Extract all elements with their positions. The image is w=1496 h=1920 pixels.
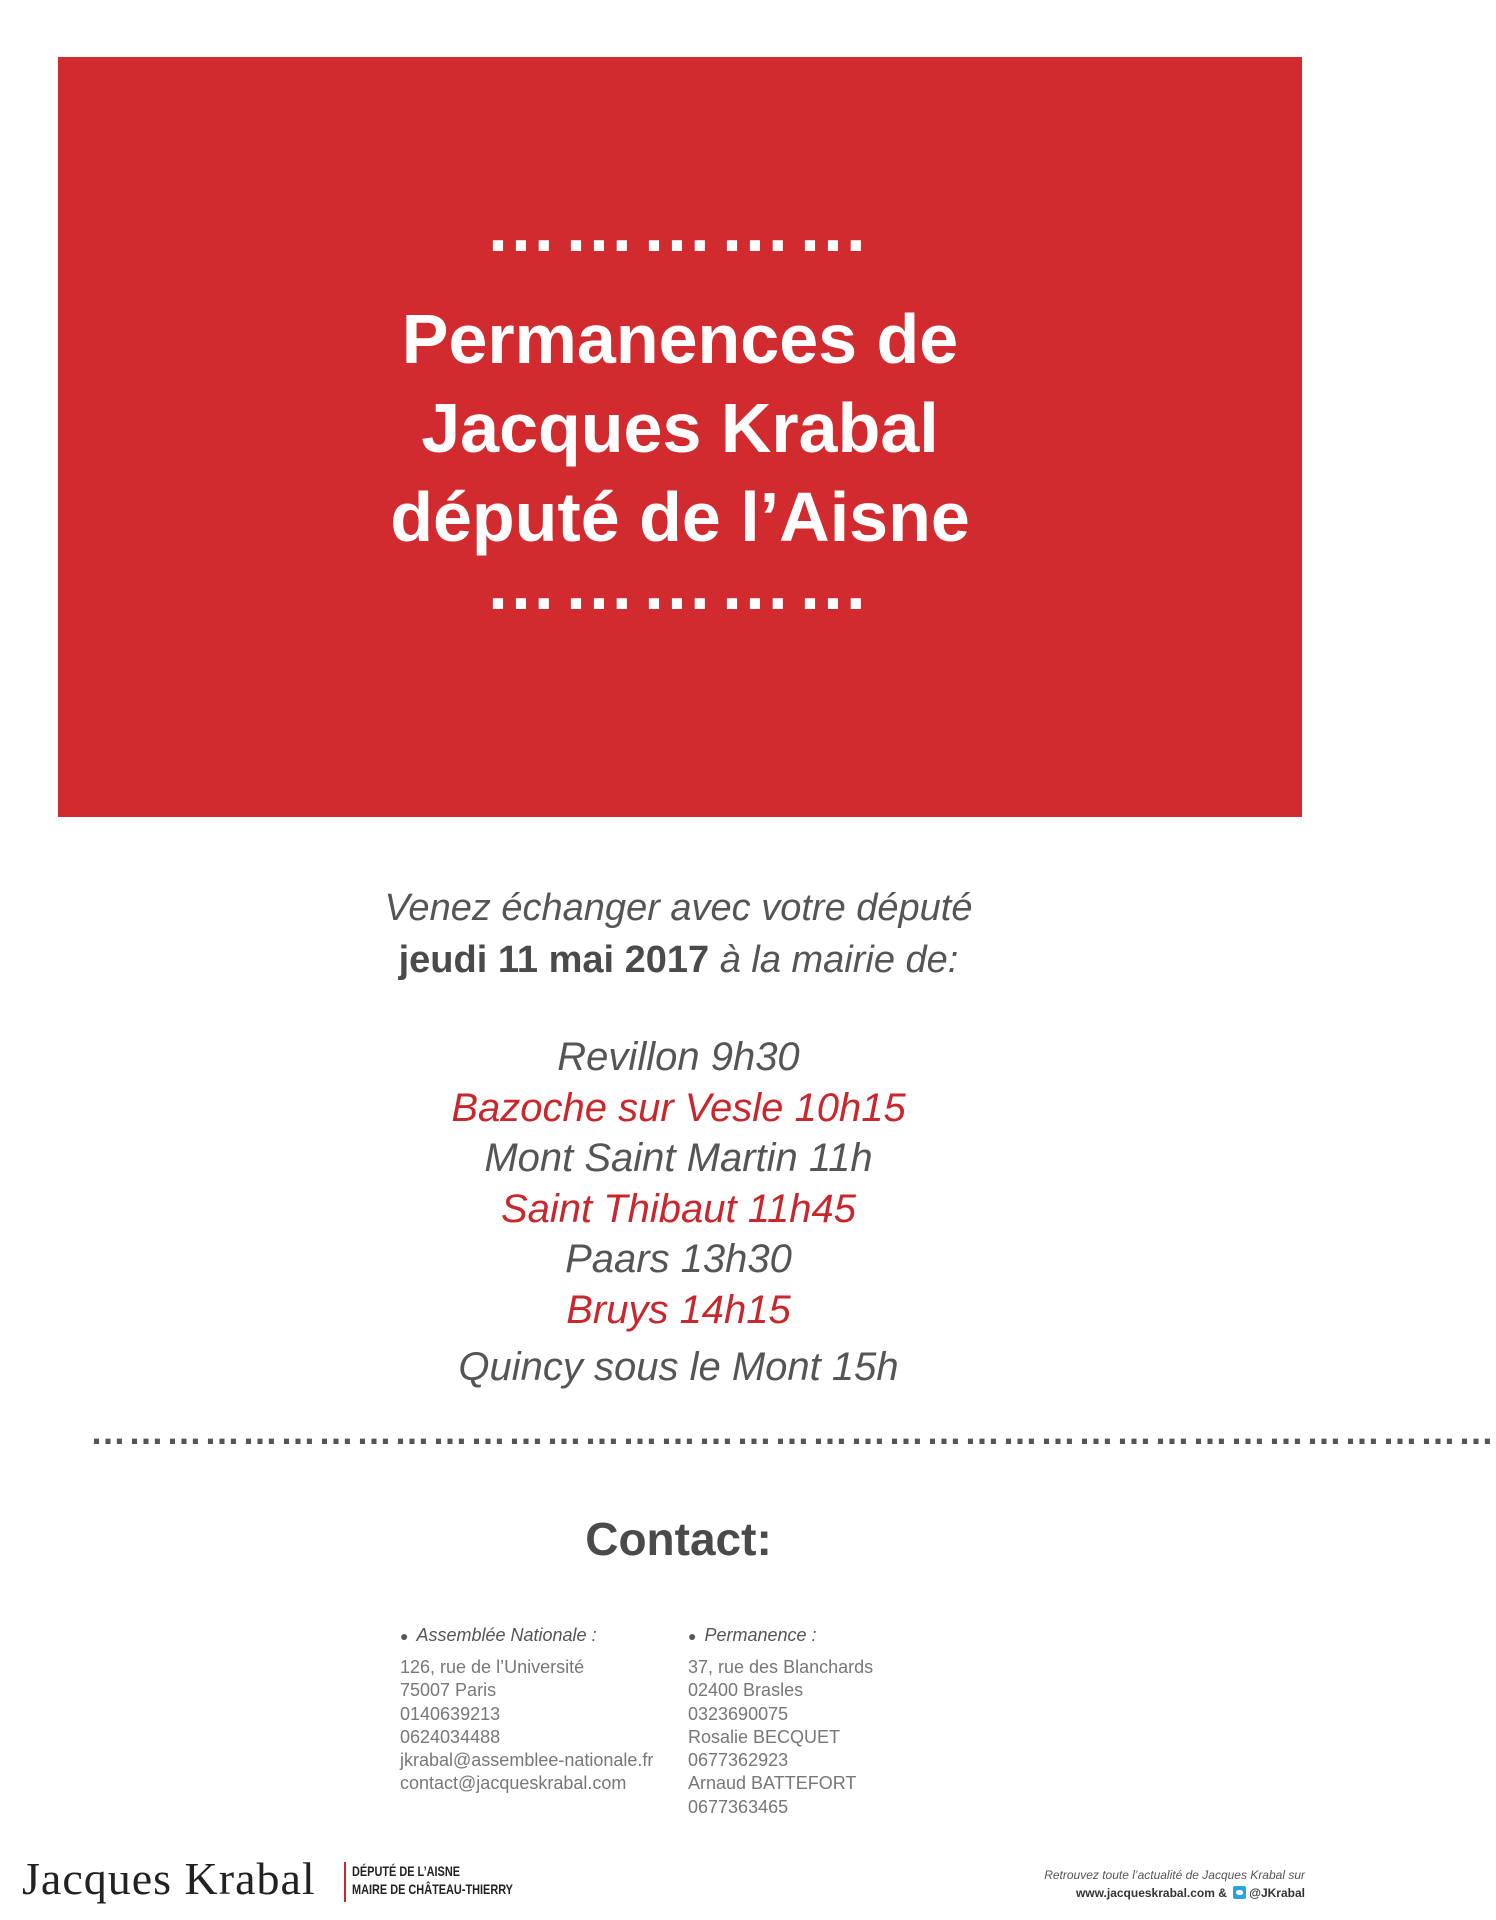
permanence-contact-2-name: Arnaud BATTEFORT bbox=[688, 1773, 857, 1794]
assemblee-email-1[interactable]: jkrabal@assemblee-nationale.fr bbox=[400, 1750, 654, 1771]
permanence-phone: 0323690075 bbox=[688, 1703, 789, 1724]
signature-role-2: MAIRE DE CHÂTEAU-THIERRY bbox=[352, 1881, 513, 1897]
poster-title bbox=[58, 295, 1302, 562]
event-date: jeudi 11 mai 2017 bbox=[398, 939, 710, 981]
assemblee-phone-2: 0624034488 bbox=[400, 1726, 501, 1747]
schedule-stop-paars: Paars 13h30 bbox=[565, 1237, 792, 1281]
intro-line-2-rest: à la mairie de: bbox=[709, 939, 959, 981]
title-line-3: député de l’Aisne bbox=[390, 478, 970, 556]
assemblee-address: 126, rue de l’Université bbox=[400, 1657, 585, 1677]
assemblee-email-2[interactable]: contact@jacqueskrabal.com bbox=[400, 1773, 627, 1794]
contact-permanence-heading-text: Permanence : bbox=[704, 1625, 817, 1645]
assemblee-city: 75007 Paris bbox=[400, 1680, 497, 1701]
footer-links-line bbox=[1044, 1884, 1305, 1902]
contact-assemblee-heading-text: Assemblée Nationale : bbox=[416, 1625, 597, 1645]
permanence-contact-1-name: Rosalie BECQUET bbox=[688, 1726, 841, 1747]
website-link[interactable]: www.jacqueskrabal.com bbox=[1075, 1886, 1215, 1900]
schedule-list bbox=[0, 1032, 1357, 1393]
signature-name: Jacques Krabal bbox=[22, 1853, 316, 1904]
schedule-stop-bruys: Bruys 14h15 bbox=[566, 1287, 791, 1332]
footer-amp: & bbox=[1214, 1886, 1231, 1900]
contact-permanence-heading bbox=[688, 1625, 873, 1646]
intro-line-2 bbox=[0, 934, 1357, 986]
permanence-address: 37, rue des Blanchards bbox=[688, 1657, 874, 1677]
footer-tagline: Retrouvez toute l’actualité de Jacques Krabal sur bbox=[1044, 1868, 1305, 1882]
signature-divider bbox=[344, 1862, 346, 1902]
permanence-city: 02400 Brasles bbox=[688, 1680, 804, 1701]
bullet-icon: ● bbox=[688, 1628, 697, 1644]
dotted-separator: ………………………………………………………………………………………………… bbox=[90, 1411, 1496, 1452]
contact-title: Contact: bbox=[585, 1513, 772, 1565]
signature-role-1: DÉPUTÉ DE L’AISNE bbox=[352, 1863, 461, 1879]
twitter-handle[interactable]: @JKrabal bbox=[1249, 1886, 1305, 1900]
decorative-dots-bottom: …………… bbox=[485, 545, 875, 625]
schedule-stop-saint-thibaut: Saint Thibaut 11h45 bbox=[500, 1186, 857, 1231]
permanence-contact-1-phone: 0677362923 bbox=[688, 1750, 789, 1771]
title-line-1: Permanences de bbox=[401, 300, 959, 378]
assemblee-phone-1: 0140639213 bbox=[400, 1703, 501, 1724]
decorative-dots-top: …………… bbox=[485, 187, 875, 267]
footer-links bbox=[1044, 1866, 1305, 1902]
intro-text bbox=[0, 882, 1357, 986]
bullet-icon: ● bbox=[400, 1628, 409, 1644]
contact-permanence bbox=[688, 1625, 873, 1819]
contact-assemblee-heading bbox=[400, 1625, 653, 1646]
schedule-stop-bazoche: Bazoche sur Vesle 10h15 bbox=[451, 1085, 906, 1130]
intro-line-1: Venez échanger avec votre député bbox=[384, 887, 973, 929]
twitter-bird-icon bbox=[1233, 1886, 1246, 1899]
contact-assemblee bbox=[400, 1625, 653, 1796]
signature-roles bbox=[352, 1862, 513, 1898]
schedule-stop-quincy: Quincy sous le Mont 15h bbox=[458, 1345, 899, 1389]
schedule-stop-revillon: Revillon 9h30 bbox=[557, 1035, 800, 1079]
title-line-2: Jacques Krabal bbox=[421, 389, 939, 467]
permanence-contact-2-phone: 0677363465 bbox=[688, 1796, 789, 1817]
schedule-stop-mont-saint-martin: Mont Saint Martin 11h bbox=[484, 1136, 873, 1180]
header-banner bbox=[58, 57, 1302, 817]
